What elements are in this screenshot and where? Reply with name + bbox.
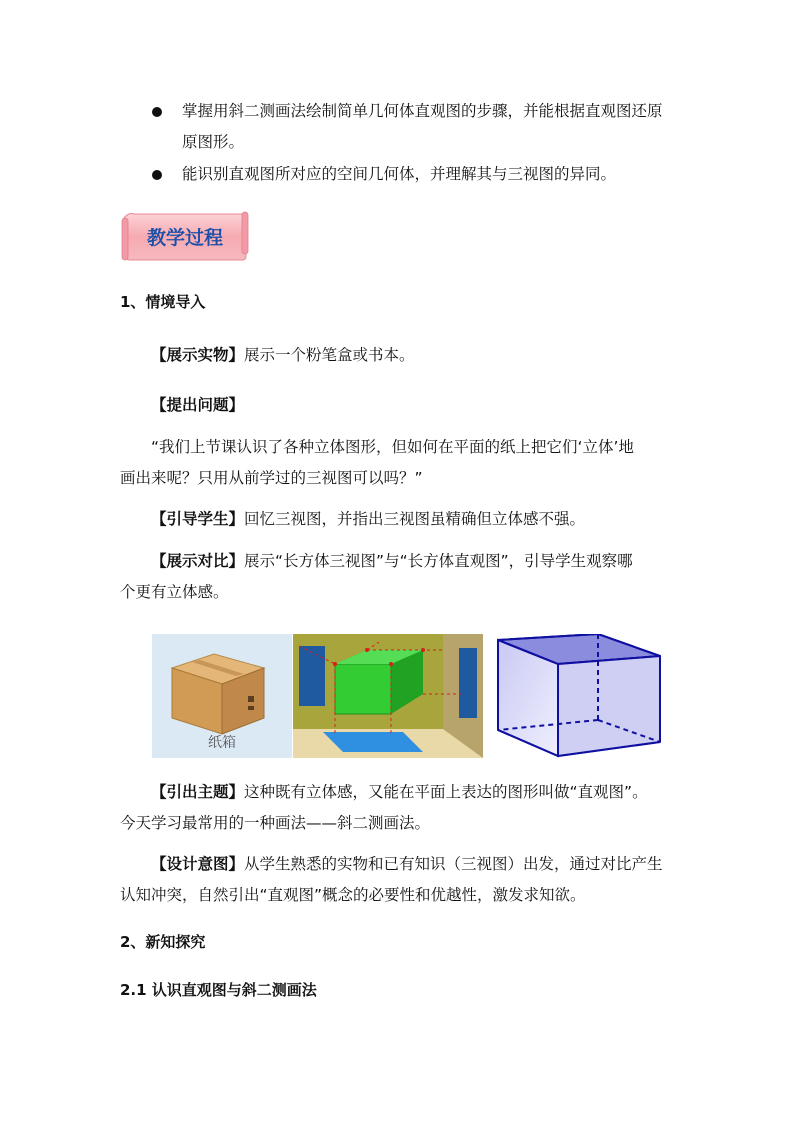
oblique-cuboid-figure xyxy=(488,634,664,758)
three-view-projection-icon xyxy=(293,634,483,758)
paragraph-line: 这种既有立体感，又能在平面上表达的图形叫做“直观图”。 xyxy=(244,783,648,801)
banner-title: 教学过程 xyxy=(146,226,223,249)
bullet-dot-icon xyxy=(152,107,162,117)
paragraph-guide xyxy=(120,504,680,535)
bullet-dot-icon xyxy=(152,170,162,180)
paragraph-line: 今天学习最常用的一种画法——斜二测画法。 xyxy=(120,814,431,832)
bullet-line: 掌握用斜二测画法绘制简单几何体直观图的步骤，并能根据直观图还原 xyxy=(182,102,663,120)
paragraph-tag: 【展示对比】 xyxy=(151,552,245,570)
paragraph-line: 画出来呢？只用从前学过的三视图可以吗？” xyxy=(120,469,423,487)
paragraph-compare xyxy=(120,546,680,608)
paragraph-line: 从学生熟悉的实物和已有知识（三视图）出发，通过对比产生 xyxy=(244,855,663,873)
paragraph-tag: 【引出主题】 xyxy=(151,783,245,801)
three-view-figure xyxy=(293,634,483,758)
paragraph-topic xyxy=(120,777,680,839)
paragraph-tag: 【引导学生】 xyxy=(151,510,245,528)
paragraph-line: 个更有立体感。 xyxy=(120,583,229,601)
paragraph-show-object xyxy=(120,340,680,371)
paragraph-tag: 【设计意图】 xyxy=(151,855,245,873)
paragraph-intent xyxy=(120,849,680,911)
paragraph-line: 展示“长方体三视图”与“长方体直观图”，引导学生观察哪 xyxy=(244,552,633,570)
paragraph-quote xyxy=(120,432,680,494)
paragraph-line: 认知冲突，自然引出“直观图”概念的必要性和优越性，激发求知欲。 xyxy=(120,886,586,904)
paragraph-text: 展示一个粉笔盒或书本。 xyxy=(244,346,415,364)
paragraph-tag: 【展示实物】 xyxy=(151,346,245,364)
section-banner xyxy=(120,208,250,264)
section-heading-1: 1、情境导入 xyxy=(120,293,206,311)
comparison-figures xyxy=(152,634,664,758)
paragraph-line: “我们上节课认识了各种立体图形，但如何在平面的纸上把它们‘立体’地 xyxy=(151,438,634,456)
bullet-line: 原图形。 xyxy=(182,133,245,151)
section-heading-2-1: 2.1 认识直观图与斜二测画法 xyxy=(120,981,317,999)
section-heading-2: 2、新知探究 xyxy=(120,933,206,951)
paragraph-tag: 【提出问题】 xyxy=(151,396,245,414)
paragraph-text: 回忆三视图，并指出三视图虽精确但立体感不强。 xyxy=(244,510,586,528)
bullet-line: 能识别直观图所对应的空间几何体，并理解其与三视图的异同。 xyxy=(182,165,617,183)
paragraph-question xyxy=(120,390,680,421)
box-label: 纸箱 xyxy=(208,735,236,751)
cardboard-box-figure xyxy=(152,634,292,758)
oblique-cuboid-icon xyxy=(488,634,664,758)
